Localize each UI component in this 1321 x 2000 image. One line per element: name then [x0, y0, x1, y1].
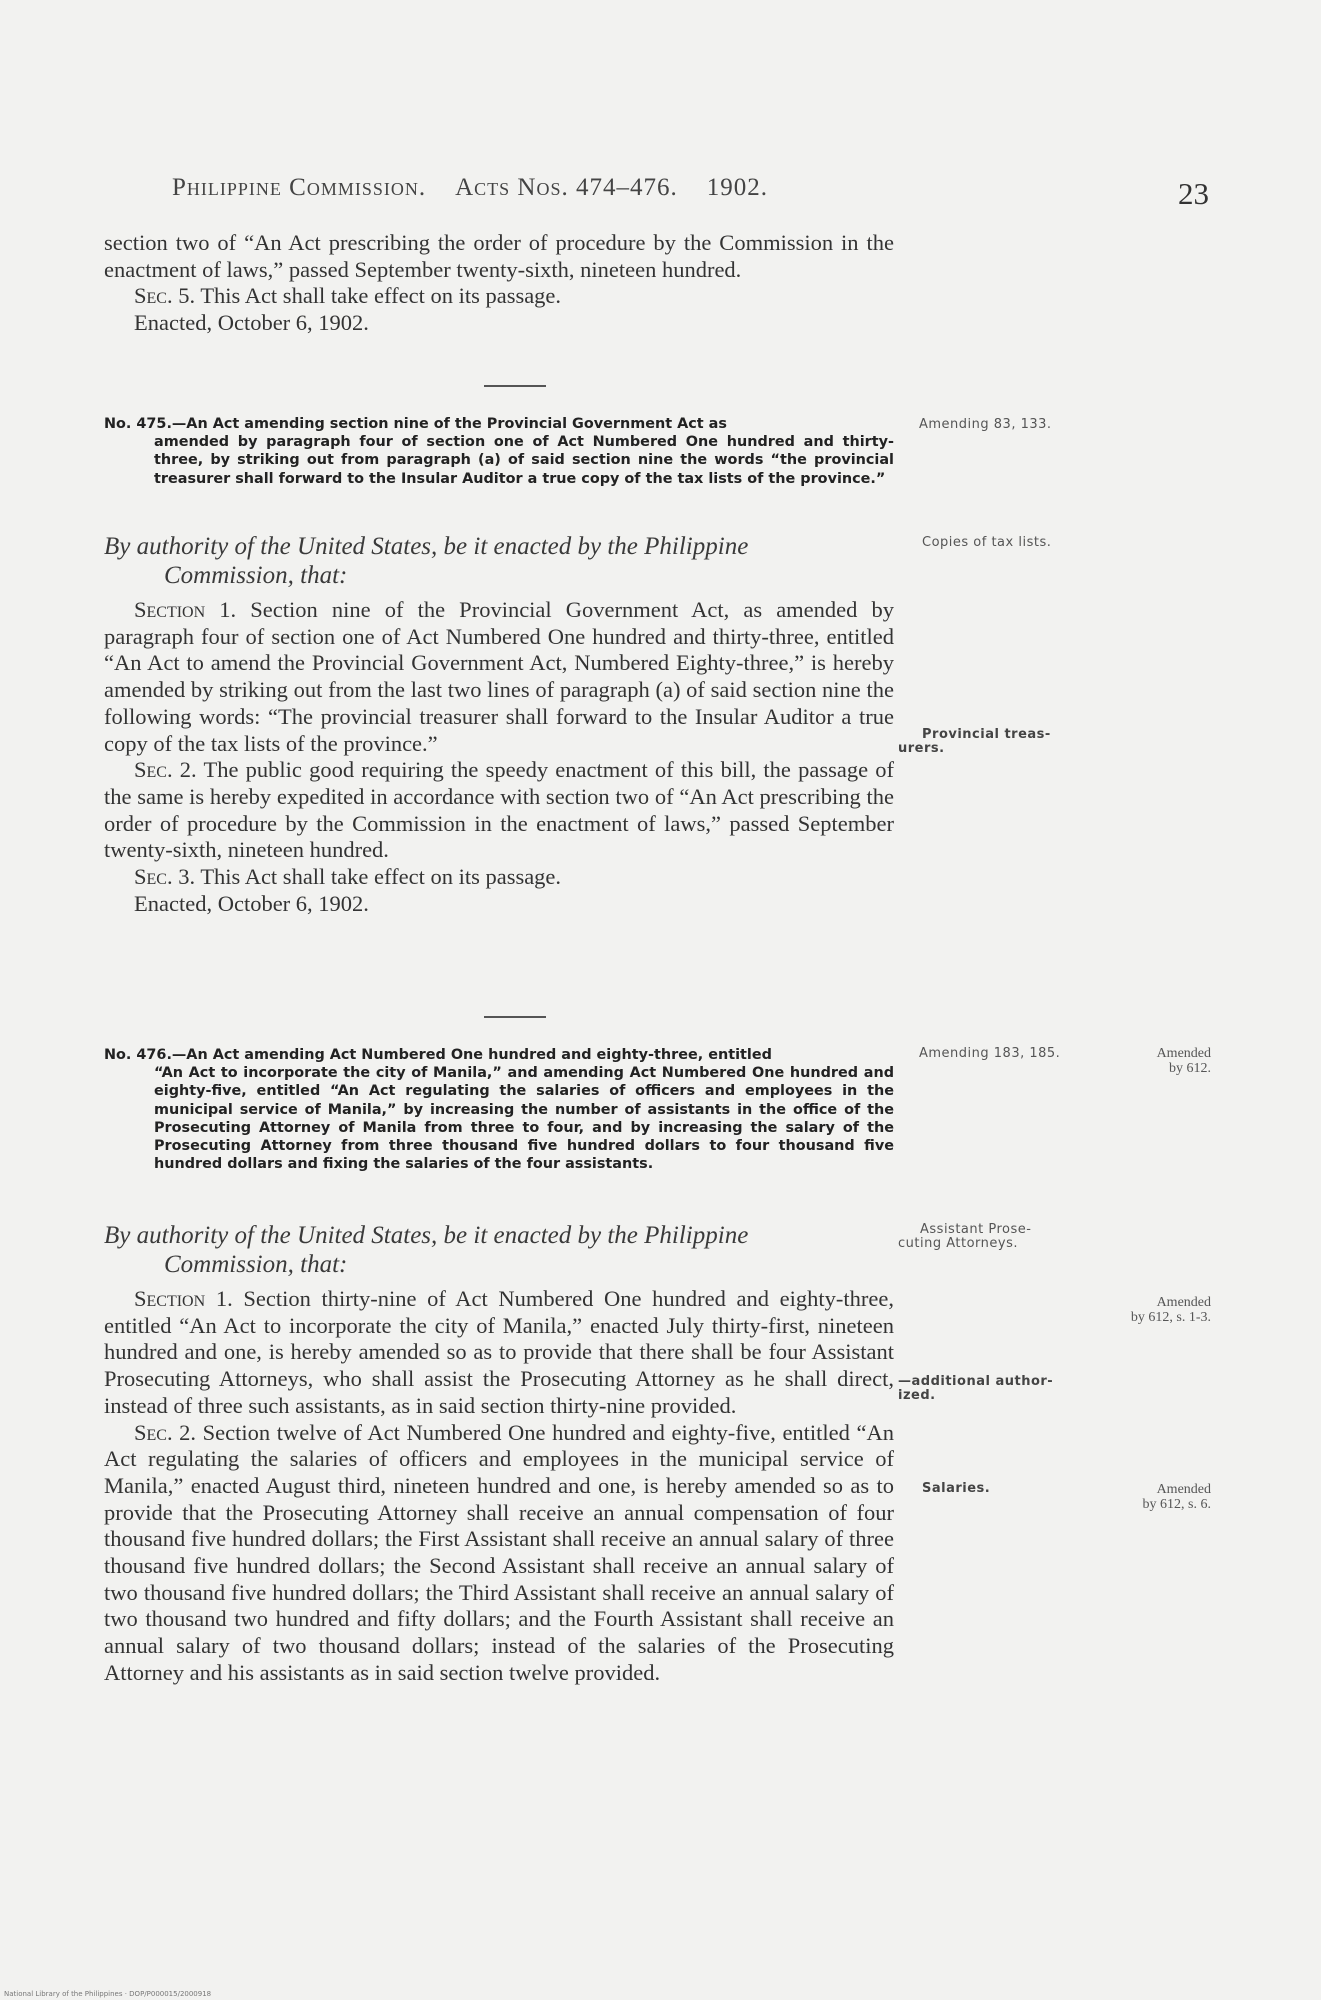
- margin-note-line1: Amended: [1156, 1295, 1211, 1310]
- act-476-enacting-clause: [104, 1221, 894, 1279]
- act-474-continuation: section two of “An Act prescribing the order of procedure by the Commission in the enactment of laws,” passed September twenty-sixth, nineteen hundred.: [104, 230, 894, 282]
- margin-note-copies-of-tax-lists: Copies of tax lists.: [922, 535, 1052, 550]
- margin-note-line2: by 612.: [1169, 1061, 1211, 1076]
- section-label: Section 1.: [134, 597, 237, 622]
- act-475-enacted: Enacted, October 6, 1902.: [134, 890, 369, 916]
- margin-note-line1: Amended: [1156, 1046, 1211, 1061]
- section-divider: [484, 385, 546, 387]
- act-475-heading-line1: No. 475.—An Act amending section nine of the Provincial Government Act as: [104, 416, 727, 432]
- margin-note-line1: Provincial treas-: [922, 727, 1051, 742]
- enacting-clause-line2: Commission, that:: [164, 1251, 348, 1278]
- margin-note-amended-by-612-s1-3: [1131, 1295, 1211, 1325]
- enacting-clause-line2: Commission, that:: [164, 562, 348, 589]
- act-475-heading-rest: amended by paragraph four of section one of Act Numbered One hundred and thirty-three, by striking out from paragraph (a) of said section nine the words “the provincial treasurer shall forward to the Insular Auditor a true copy of the tax lists of the province.”: [154, 434, 894, 487]
- act-475-section-1: [104, 597, 894, 757]
- section-text: Section twelve of Act Numbered One hundred and eighty-five, entitled “An Act regulating the salaries of officers and employees in the municipal service of Manila,” enacted August third, nineteen hundred and one, is hereby amended so as to provide that the Prosecuting Attorney shall receive an annual compensation of four thousand five hundred dollars; the First Assistant shall receive an annual salary of three thousand five hundred dollars; the Second Assistant shall receive an annual salary of two thousand five hundred dollars; the Third Assistant shall receive an annual salary of two thousand two hundred and fifty dollars; and the Fourth Assistant shall receive an annual salary of two thousand dollars; instead of the salaries of the Prosecuting Attorney and his assistants as in said section twelve provided.: [104, 1419, 894, 1685]
- act-474-tail: [104, 230, 894, 337]
- margin-note-amending-83-133: Amending 83, 133.: [919, 417, 1052, 432]
- act-476-heading-rest: “An Act to incorporate the city of Manila,” and amending Act Numbered One hundred and eighty-five, entitled “An Act regulating the salaries of officers and employees in the municipal service of Manila,” by increasing the number of assistants in the office of the Prosecuting Attorney of Manila from three to four, and by increasing the salary of the Prosecuting Attorney from three thousand five hundred dollars to four thousand five hundred dollars and fixing the salaries of the four assistants.: [154, 1065, 894, 1173]
- act-475-heading: [104, 415, 894, 488]
- margin-note-line2: by 612, s. 1-3.: [1130, 1310, 1211, 1325]
- act-474-section-5: [104, 283, 894, 310]
- margin-note-amended-by-612-s6: [1143, 1482, 1211, 1512]
- act-476-section-1: [104, 1286, 894, 1420]
- section-label: Sec. 3.: [134, 864, 196, 890]
- act-476-section-2: [104, 1420, 894, 1687]
- section-text: This Act shall take effect on its passage.: [200, 283, 562, 309]
- margin-note-line1: —additional author-: [898, 1374, 1054, 1389]
- section-label: Sec. 5.: [134, 283, 196, 309]
- section-text: The public good requiring the speedy enactment of this bill, the passage of the same is hereby expedited in accordance with section two of “An Act prescribing the order of procedure by the Commission in the enactment of laws,” passed September twenty-sixth, nineteen hundred.: [104, 757, 894, 863]
- margin-note-provincial-treasurers: [898, 728, 1051, 756]
- margin-note-line1: Assistant Prose-: [920, 1222, 1032, 1237]
- section-label: Sec. 2.: [134, 757, 197, 783]
- act-475-section-3: [104, 864, 894, 891]
- act-475-enacting-clause: [104, 532, 894, 590]
- margin-note-line2: cuting Attorneys.: [898, 1236, 1018, 1251]
- act-474-enacted: Enacted, October 6, 1902.: [134, 310, 369, 336]
- section-label: Section 1.: [134, 1286, 233, 1311]
- section-divider: [484, 1016, 546, 1018]
- margin-note-line2: urers.: [898, 741, 945, 756]
- margin-note-line2: ized.: [898, 1388, 936, 1403]
- header-acts: Acts Nos. 474–476.: [455, 174, 678, 201]
- margin-note-amended-by-612: [1157, 1046, 1211, 1076]
- margin-note-assistant-prosecuting-attorneys: [898, 1223, 1031, 1251]
- act-476-heading: [104, 1046, 894, 1173]
- page-number: 23: [1178, 176, 1209, 211]
- section-text: Section thirty-nine of Act Numbered One hundred and eighty-three, entitled “An Act to incorporate the city of Manila,” enacted July thirty-first, nineteen hundred and one, is hereby amended so as to provide that there shall be four Assistant Prosecuting Attorneys, who shall assist the Prosecuting Attorney as he shall direct, instead of three such assistants, as in said section thirty-nine provided.: [104, 1286, 895, 1418]
- act-476-heading-line1: No. 476.—An Act amending Act Numbered One hundred and eighty-three, entitled: [104, 1047, 772, 1063]
- header-title: [172, 174, 768, 202]
- enacting-clause-line1: By authority of the United States, be it enacted by the Philippine: [104, 1222, 749, 1249]
- header-year: 1902.: [706, 174, 768, 201]
- act-476-body: [104, 1286, 894, 1687]
- enacting-clause-line1: By authority of the United States, be it enacted by the Philippine: [104, 533, 749, 560]
- scan-credit: National Library of the Philippines · DOP/P000015/2000918: [4, 1990, 212, 1998]
- margin-note-additional-authorized: [898, 1375, 1053, 1403]
- margin-note-line2: by 612, s. 6.: [1142, 1497, 1211, 1512]
- header-commission: Philippine Commission.: [172, 174, 427, 201]
- section-label: Sec. 2.: [134, 1419, 197, 1445]
- act-475-body: [104, 597, 894, 917]
- margin-note-amending-183-185: Amending 183, 185.: [919, 1046, 1061, 1061]
- section-text: Section nine of the Provincial Government Act, as amended by paragraph four of section one of Act Numbered One hundred and thirty-three, entitled “An Act to amend the Provincial Government Act, Numbered Eighty-three,” is hereby amended by striking out from the last two lines of paragraph (a) of said section nine the following words: “The provincial treasurer shall forward to the Insular Auditor a true copy of the tax lists of the province.”: [104, 597, 895, 756]
- margin-note-line1: Amended: [1156, 1482, 1211, 1497]
- section-text: This Act shall take effect on its passage.: [200, 864, 562, 890]
- margin-note-salaries: Salaries.: [922, 1481, 991, 1496]
- act-475-section-2: [104, 757, 894, 864]
